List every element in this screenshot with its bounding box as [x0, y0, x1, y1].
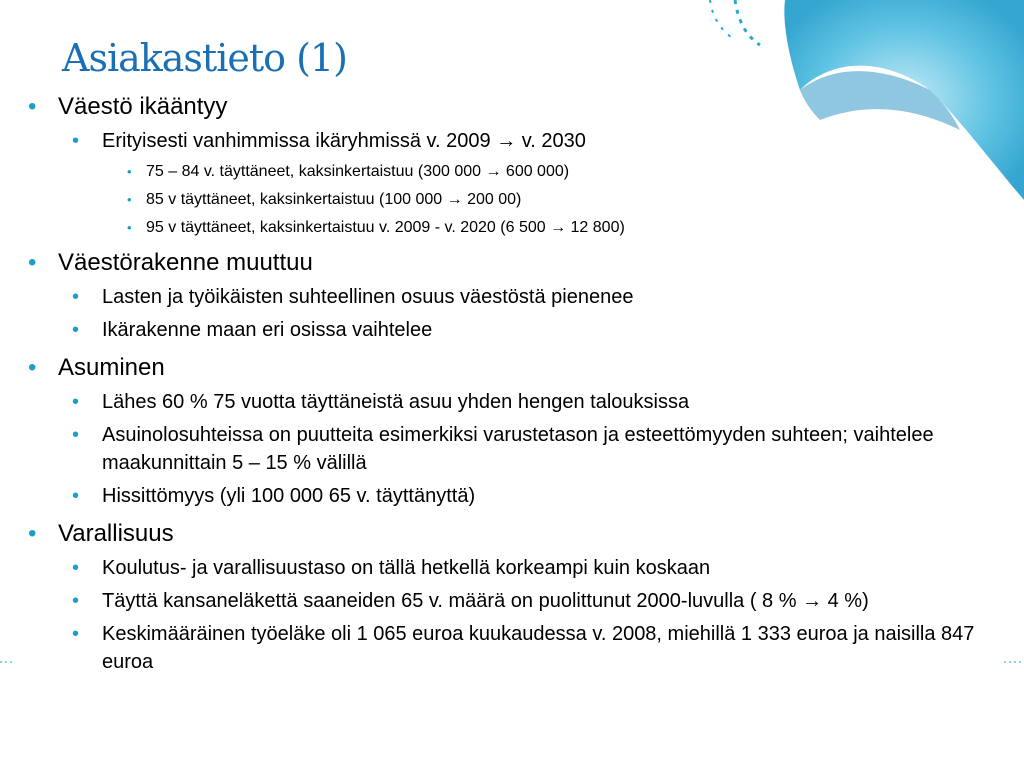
- sub-bullet-education-wealth: • Koulutus- ja varallisuustaso on tällä hetkellä korkeampi kuin koskaan: [0, 554, 1010, 582]
- sub-bullet-share-children: • Lasten ja työikäisten suhteellinen osuus väestöstä pienenee: [0, 283, 1010, 311]
- sub-bullet-living-conditions: • Asuinolosuhteissa on puutteita esimerkiksi varustetason ja esteettömyyden suhteen; vaihtelee maakunnittain 5 – 15 % välillä: [0, 421, 1010, 477]
- slide-content: [0, 92, 1010, 676]
- bullet-housing: • Asuminen: [0, 353, 1010, 383]
- sub-bullet-average-pension: • Keskimääräinen työeläke oli 1 065 euroa kuukaudessa v. 2008, miehillä 1 333 euroa ja naisilla 847 euroa: [0, 620, 1010, 676]
- detail-95: • 95 v täyttäneet, kaksinkertaistuu v. 2009 - v. 2020 (6 500 → 12 800): [0, 217, 1010, 239]
- sub-bullet-oldest-groups: • Erityisesti vanhimmissa ikäryhmissä v. 2009 → v. 2030: [0, 127, 1010, 155]
- detail-85: • 85 v täyttäneet, kaksinkertaistuu (100 000 → 200 00): [0, 189, 1010, 211]
- sub-bullet-single-households: • Lähes 60 % 75 vuotta täyttäneistä asuu yhden hengen talouksissa: [0, 388, 1010, 416]
- slide-title: Asiakastieto (1): [62, 36, 347, 80]
- sub-bullet-age-structure: • Ikärakenne maan eri osissa vaihtelee: [0, 316, 1010, 344]
- bullet-population-aging: • Väestö ikääntyy: [0, 92, 1010, 122]
- sub-bullet-national-pension: • Täyttä kansaneläkettä saaneiden 65 v. määrä on puolittunut 2000-luvulla ( 8 % → 4 %): [0, 587, 1010, 615]
- bullet-wealth: • Varallisuus: [0, 519, 1010, 549]
- detail-75-84: • 75 – 84 v. täyttäneet, kaksinkertaistuu (300 000 → 600 000): [0, 161, 1010, 183]
- bullet-population-structure: • Väestörakenne muuttuu: [0, 248, 1010, 278]
- sub-bullet-no-elevator: • Hissittömyys (yli 100 000 65 v. täyttänyttä): [0, 482, 1010, 510]
